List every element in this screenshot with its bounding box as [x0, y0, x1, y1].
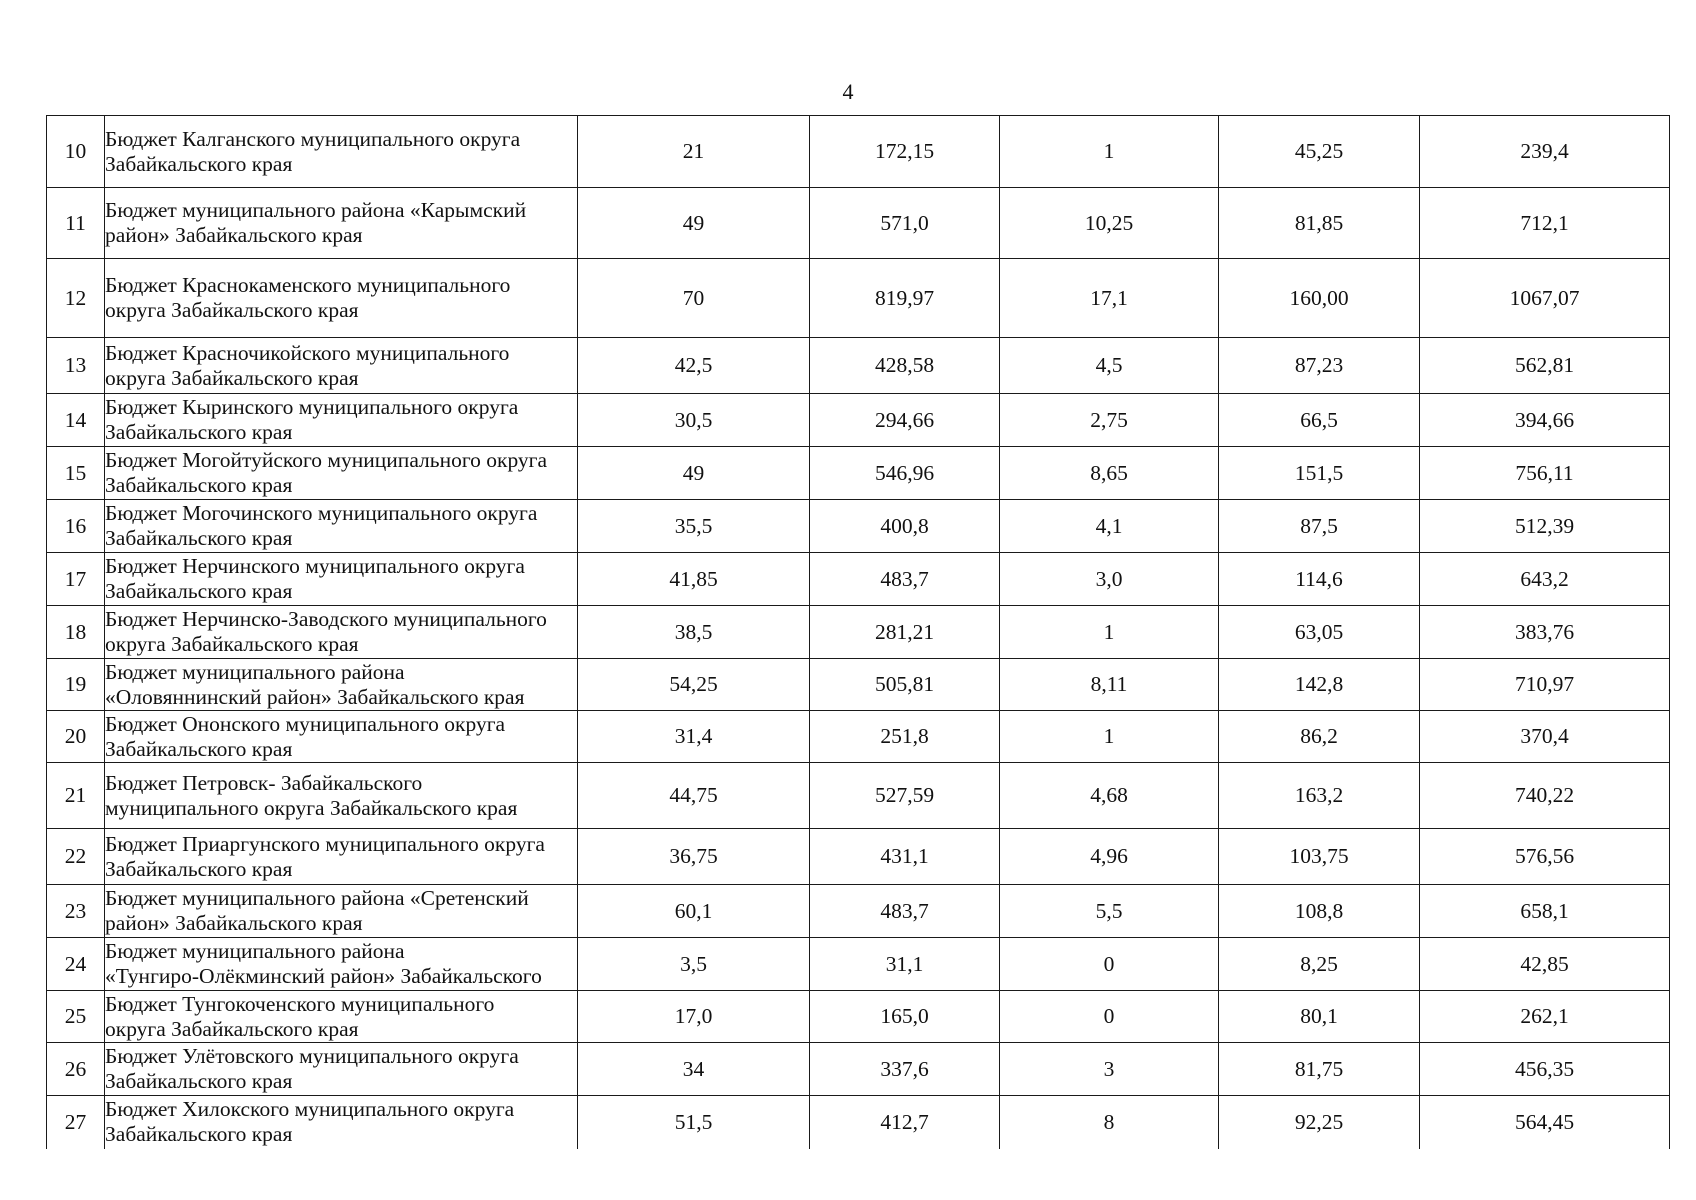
budget-name	[105, 116, 578, 188]
budget-name-line-1: Бюджет Красночикойского муниципального	[105, 340, 510, 365]
budget-name	[105, 1043, 578, 1096]
budget-name-line-2: район» Забайкальского края	[105, 911, 363, 935]
value-col-4: 163,2	[1219, 763, 1420, 829]
value-col-4: 151,5	[1219, 447, 1420, 500]
row-number: 13	[47, 338, 105, 394]
value-col-5: 239,4	[1420, 116, 1670, 188]
value-col-3: 8,11	[1000, 659, 1219, 711]
value-col-2: 400,8	[810, 500, 1000, 553]
table-row	[47, 1043, 1670, 1096]
budget-name	[105, 991, 578, 1043]
value-col-5: 394,66	[1420, 394, 1670, 447]
budget-name-line-2: район» Забайкальского края	[105, 223, 363, 247]
value-col-2: 412,7	[810, 1096, 1000, 1149]
value-col-1: 35,5	[578, 500, 810, 553]
value-col-2: 172,15	[810, 116, 1000, 188]
value-col-2: 483,7	[810, 553, 1000, 606]
row-number: 15	[47, 447, 105, 500]
value-col-4: 66,5	[1219, 394, 1420, 447]
row-number: 25	[47, 991, 105, 1043]
value-col-4: 8,25	[1219, 938, 1420, 991]
value-col-4: 81,85	[1219, 188, 1420, 259]
table-row	[47, 500, 1670, 553]
value-col-3: 1	[1000, 711, 1219, 763]
row-number: 24	[47, 938, 105, 991]
budget-name-line-1: Бюджет муниципального района «Сретенский	[105, 886, 529, 910]
value-col-3: 4,5	[1000, 338, 1219, 394]
table-row	[47, 606, 1670, 659]
value-col-5: 512,39	[1420, 500, 1670, 553]
budget-name-line-2: Забайкальского края	[105, 856, 293, 881]
table-row	[47, 188, 1670, 259]
value-col-1: 17,0	[578, 991, 810, 1043]
value-col-1: 21	[578, 116, 810, 188]
value-col-1: 70	[578, 259, 810, 338]
row-number: 23	[47, 885, 105, 938]
value-col-5: 643,2	[1420, 553, 1670, 606]
table-row	[47, 338, 1670, 394]
value-col-3: 5,5	[1000, 885, 1219, 938]
value-col-5: 576,56	[1420, 829, 1670, 885]
row-number: 20	[47, 711, 105, 763]
budget-name-line-2: округа Забайкальского края	[105, 1016, 359, 1041]
value-col-4: 63,05	[1219, 606, 1420, 659]
budget-name-line-1: Бюджет Улётовского муниципального округа	[105, 1044, 519, 1068]
value-col-2: 165,0	[810, 991, 1000, 1043]
budget-name	[105, 188, 578, 259]
value-col-3: 17,1	[1000, 259, 1219, 338]
budget-name	[105, 938, 578, 991]
value-col-4: 80,1	[1219, 991, 1420, 1043]
value-col-1: 49	[578, 447, 810, 500]
value-col-5: 710,97	[1420, 659, 1670, 711]
budget-name-line-1: Бюджет Хилокского муниципального округа	[105, 1097, 515, 1122]
value-col-4: 86,2	[1219, 711, 1420, 763]
table-row	[47, 447, 1670, 500]
budget-name-line-1: Бюджет Могойтуйского муниципального округа	[105, 448, 548, 472]
budget-name-line-2: округа Забайкальского края	[105, 298, 359, 322]
budget-name	[105, 829, 578, 885]
value-col-2: 527,59	[810, 763, 1000, 829]
row-number: 16	[47, 500, 105, 553]
row-number: 17	[47, 553, 105, 606]
budget-name-line-1: Бюджет муниципального района	[105, 659, 405, 684]
row-number: 19	[47, 659, 105, 711]
budget-name-line-1: Бюджет Калганского муниципального округа	[105, 126, 521, 151]
table-row	[47, 553, 1670, 606]
value-col-4: 87,5	[1219, 500, 1420, 553]
value-col-1: 42,5	[578, 338, 810, 394]
table-row	[47, 991, 1670, 1043]
budget-name	[105, 394, 578, 447]
value-col-2: 281,21	[810, 606, 1000, 659]
value-col-3: 1	[1000, 116, 1219, 188]
value-col-3: 8	[1000, 1096, 1219, 1149]
value-col-3: 1	[1000, 606, 1219, 659]
table-row	[47, 1096, 1670, 1149]
value-col-1: 3,5	[578, 938, 810, 991]
value-col-5: 42,85	[1420, 938, 1670, 991]
value-col-2: 251,8	[810, 711, 1000, 763]
budget-name-line-1: Бюджет Тунгокоченского муниципального	[105, 991, 495, 1016]
budget-name-line-1: Бюджет муниципального района	[105, 939, 405, 963]
row-number: 18	[47, 606, 105, 659]
budget-name-line-2: округа Забайкальского края	[105, 632, 359, 656]
value-col-5: 370,4	[1420, 711, 1670, 763]
value-col-2: 819,97	[810, 259, 1000, 338]
value-col-2: 483,7	[810, 885, 1000, 938]
value-col-3: 3,0	[1000, 553, 1219, 606]
value-col-1: 49	[578, 188, 810, 259]
table-row	[47, 763, 1670, 829]
budget-name	[105, 659, 578, 711]
budget-name-line-1: Бюджет Приаргунского муниципального округа	[105, 831, 545, 856]
budget-name-line-1: Бюджет Петровск- Забайкальского	[105, 770, 423, 795]
budget-name-line-1: Бюджет Краснокаменского муниципального	[105, 273, 511, 297]
value-col-4: 81,75	[1219, 1043, 1420, 1096]
budget-name-line-2: Забайкальского края	[105, 420, 293, 444]
table-row	[47, 711, 1670, 763]
row-number: 26	[47, 1043, 105, 1096]
value-col-4: 92,25	[1219, 1096, 1420, 1149]
value-col-1: 31,4	[578, 711, 810, 763]
table-row	[47, 259, 1670, 338]
value-col-5: 658,1	[1420, 885, 1670, 938]
table-row	[47, 116, 1670, 188]
budget-name-line-1: Бюджет Ононского муниципального округа	[105, 711, 506, 736]
row-number: 10	[47, 116, 105, 188]
value-col-1: 60,1	[578, 885, 810, 938]
value-col-2: 294,66	[810, 394, 1000, 447]
table-body	[47, 116, 1670, 1149]
budget-name-line-2: «Оловяннинский район» Забайкальского края	[105, 684, 525, 709]
value-col-4: 108,8	[1219, 885, 1420, 938]
value-col-3: 10,25	[1000, 188, 1219, 259]
table-row	[47, 394, 1670, 447]
value-col-5: 756,11	[1420, 447, 1670, 500]
value-col-5: 564,45	[1420, 1096, 1670, 1149]
table-row	[47, 659, 1670, 711]
budget-name	[105, 500, 578, 553]
value-col-2: 337,6	[810, 1043, 1000, 1096]
budget-name	[105, 1096, 578, 1149]
budget-name-line-2: муниципального округа Забайкальского края	[105, 795, 518, 820]
value-col-2: 428,58	[810, 338, 1000, 394]
budget-name-line-2: Забайкальского края	[105, 526, 293, 550]
value-col-4: 114,6	[1219, 553, 1420, 606]
budget-name-line-1: Бюджет Нерчинско-Заводского муниципального	[105, 607, 547, 631]
value-col-3: 4,1	[1000, 500, 1219, 553]
value-col-5: 562,81	[1420, 338, 1670, 394]
budget-name-line-1: Бюджет муниципального района «Карымский	[105, 198, 527, 222]
budget-name-line-1: Бюджет Нерчинского муниципального округа	[105, 554, 525, 578]
page-number: 4	[842, 79, 854, 104]
value-col-3: 8,65	[1000, 447, 1219, 500]
value-col-3: 2,75	[1000, 394, 1219, 447]
value-col-2: 31,1	[810, 938, 1000, 991]
row-number: 22	[47, 829, 105, 885]
value-col-5: 262,1	[1420, 991, 1670, 1043]
value-col-2: 571,0	[810, 188, 1000, 259]
value-col-3: 0	[1000, 938, 1219, 991]
value-col-4: 87,23	[1219, 338, 1420, 394]
value-col-5: 712,1	[1420, 188, 1670, 259]
value-col-4: 45,25	[1219, 116, 1420, 188]
value-col-1: 30,5	[578, 394, 810, 447]
value-col-4: 142,8	[1219, 659, 1420, 711]
budget-name	[105, 711, 578, 763]
value-col-5: 456,35	[1420, 1043, 1670, 1096]
budget-name	[105, 553, 578, 606]
value-col-1: 38,5	[578, 606, 810, 659]
value-col-1: 51,5	[578, 1096, 810, 1149]
budget-name-line-1: Бюджет Могочинского муниципального округа	[105, 501, 538, 525]
table-row	[47, 938, 1670, 991]
table-row	[47, 829, 1670, 885]
row-number: 11	[47, 188, 105, 259]
value-col-5: 383,76	[1420, 606, 1670, 659]
budget-name-line-2: Забайкальского края	[105, 151, 293, 176]
value-col-3: 4,96	[1000, 829, 1219, 885]
budget-name-line-2: Забайкальского края	[105, 736, 293, 761]
budget-name	[105, 447, 578, 500]
value-col-5: 740,22	[1420, 763, 1670, 829]
row-number: 21	[47, 763, 105, 829]
budget-name-line-2: Забайкальского края	[105, 473, 293, 497]
value-col-2: 546,96	[810, 447, 1000, 500]
budget-name	[105, 606, 578, 659]
row-number: 12	[47, 259, 105, 338]
budget-name-line-2: Забайкальского края	[105, 1122, 293, 1147]
value-col-2: 505,81	[810, 659, 1000, 711]
budget-name	[105, 885, 578, 938]
row-number: 27	[47, 1096, 105, 1149]
row-number: 14	[47, 394, 105, 447]
budget-name-line-2: округа Забайкальского края	[105, 365, 359, 390]
budget-name-line-2: Забайкальского края	[105, 1069, 293, 1093]
budget-name	[105, 763, 578, 829]
value-col-1: 54,25	[578, 659, 810, 711]
budget-name	[105, 259, 578, 338]
value-col-1: 36,75	[578, 829, 810, 885]
value-col-1: 41,85	[578, 553, 810, 606]
budget-name	[105, 338, 578, 394]
value-col-1: 34	[578, 1043, 810, 1096]
value-col-4: 160,00	[1219, 259, 1420, 338]
budget-name-line-2: Забайкальского края	[105, 579, 293, 603]
table-row	[47, 885, 1670, 938]
value-col-1: 44,75	[578, 763, 810, 829]
budget-name-line-2: «Тунгиро-Олёкминский район» Забайкальского	[105, 964, 542, 988]
value-col-3: 4,68	[1000, 763, 1219, 829]
value-col-2: 431,1	[810, 829, 1000, 885]
value-col-4: 103,75	[1219, 829, 1420, 885]
value-col-5: 1067,07	[1420, 259, 1670, 338]
value-col-3: 0	[1000, 991, 1219, 1043]
budget-table	[46, 115, 1670, 1149]
budget-name-line-1: Бюджет Кыринского муниципального округа	[105, 395, 519, 419]
value-col-3: 3	[1000, 1043, 1219, 1096]
